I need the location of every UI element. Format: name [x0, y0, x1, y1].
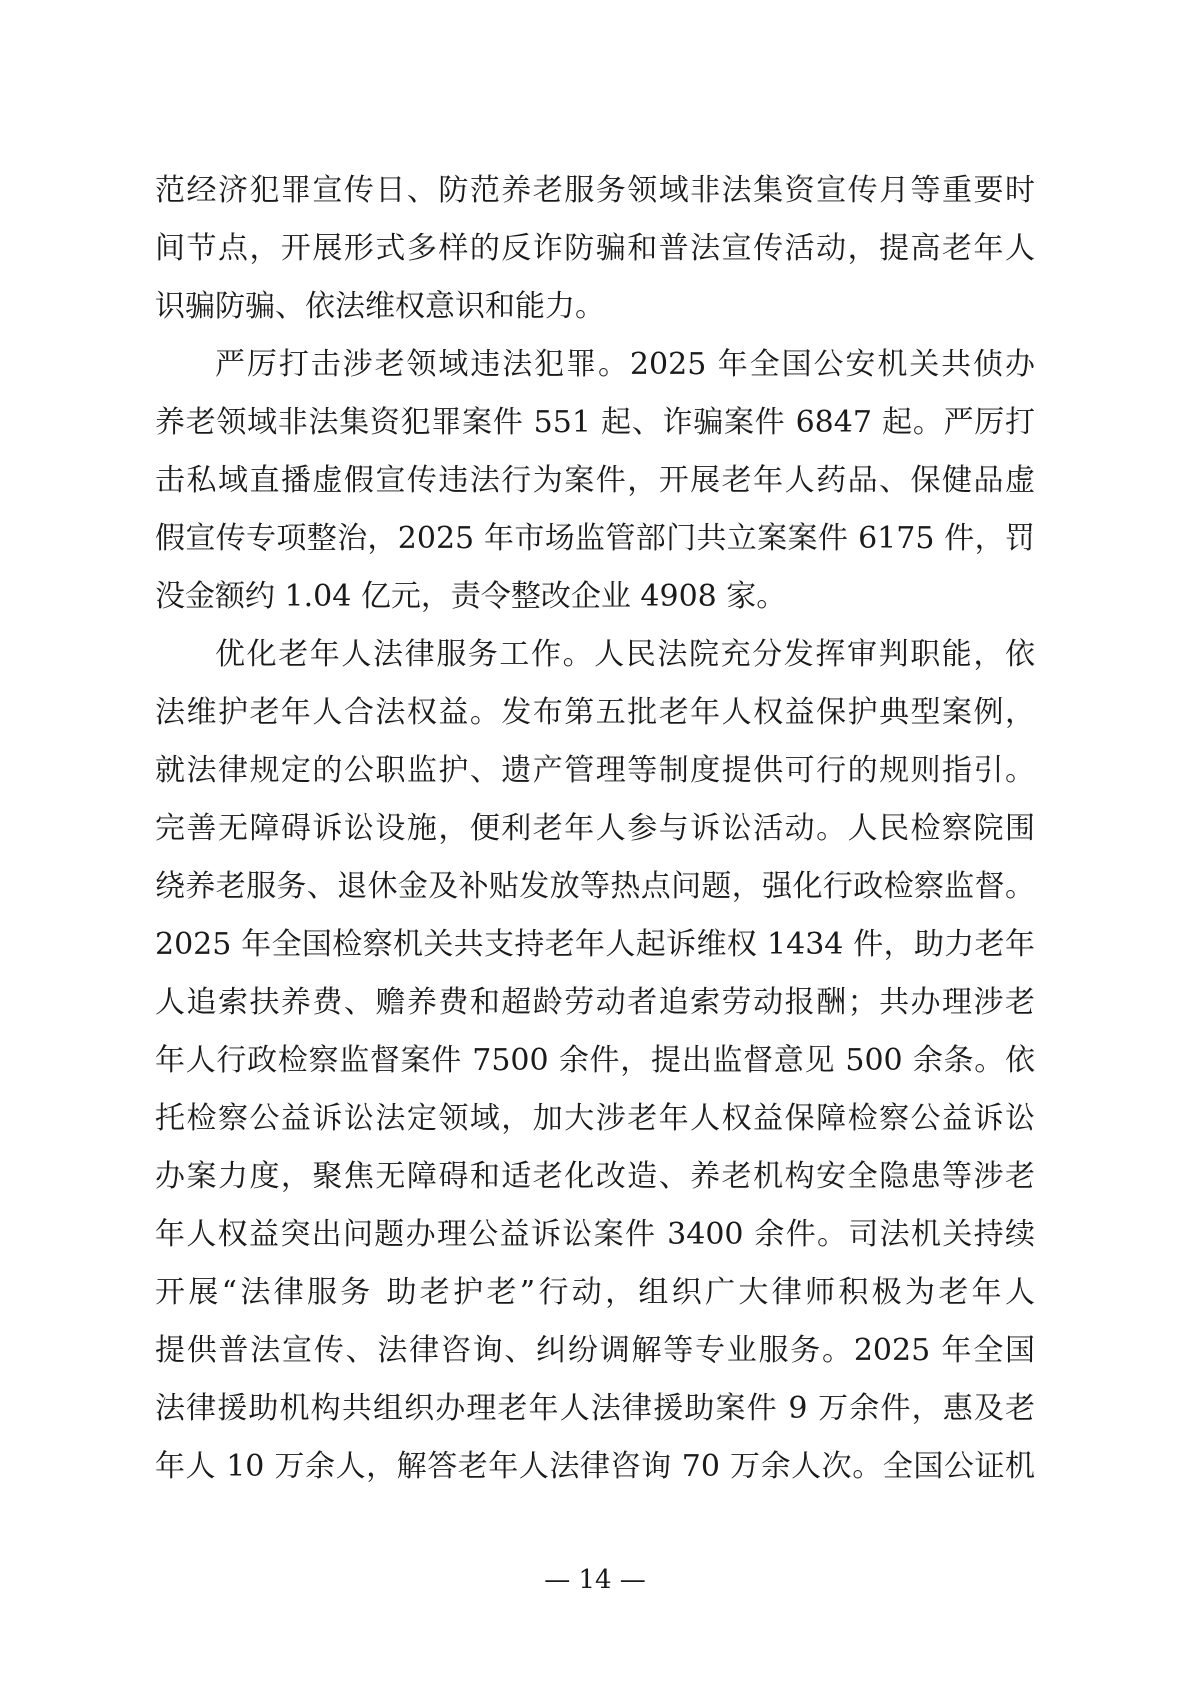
document-body: [155, 162, 1035, 1496]
text-line-3: 识骗防骗、依法维权意识和能力。: [155, 289, 605, 324]
text-line-11: 就法律规定的公职监护、遗产管理等制度提供可行的规则指引。: [155, 753, 1035, 788]
text-line-12: 完善无障碍诉讼设施，便利老年人参与诉讼活动。人民检察院围: [155, 811, 1035, 846]
text-line-6: 击私域直播虚假宣传违法行为案件，开展老年人药品、保健品虚: [155, 463, 1035, 498]
text-line-8: 没金额约 1.04 亿元，责令整改企业 4908 家。: [155, 579, 787, 614]
page-number: — 14 —: [544, 1565, 646, 1595]
text-line-1: 范经济犯罪宣传日、防范养老服务领域非法集资宣传月等重要时: [155, 173, 1035, 208]
text-line-23: 年人 10 万余人，解答老年人法律咨询 70 万余人次。全国公证机: [155, 1449, 1035, 1484]
text-line-18: 办案力度，聚焦无障碍和适老化改造、养老机构安全隐患等涉老: [155, 1159, 1035, 1194]
text-line-22: 法律援助机构共组织办理老年人法律援助案件 9 万余件，惠及老: [155, 1391, 1035, 1426]
text-line-10: 法维护老年人合法权益。发布第五批老年人权益保护典型案例，: [155, 695, 1035, 730]
paragraph-heading-crime: 严厉打击涉老领域违法犯罪。2025 年全国公安机关共侦办: [215, 347, 1035, 382]
text-line-15: 人追索扶养费、赡养费和超龄劳动者追索劳动报酬；共办理涉老: [155, 985, 1035, 1020]
text-line-19: 年人权益突出问题办理公益诉讼案件 3400 余件。司法机关持续: [155, 1217, 1035, 1252]
text-line-2: 间节点，开展形式多样的反诈防骗和普法宣传活动，提高老年人: [155, 231, 1035, 266]
text-line-20: 开展“法律服务 助老护老”行动，组织广大律师积极为老年人: [155, 1275, 1035, 1310]
paragraph-heading-legal-services: 优化老年人法律服务工作。人民法院充分发挥审判职能，依: [215, 637, 1035, 672]
text-line-5: 养老领域非法集资犯罪案件 551 起、诈骗案件 6847 起。严厉打: [155, 405, 1035, 440]
text-line-13: 绕养老服务、退休金及补贴发放等热点问题，强化行政检察监督。: [155, 869, 1035, 904]
text-line-17: 托检察公益诉讼法定领域，加大涉老年人权益保障检察公益诉讼: [155, 1101, 1035, 1136]
text-line-7: 假宣传专项整治，2025 年市场监管部门共立案案件 6175 件，罚: [155, 521, 1035, 556]
text-line-16: 年人行政检察监督案件 7500 余件，提出监督意见 500 余条。依: [155, 1043, 1035, 1078]
text-line-14: 2025 年全国检察机关共支持老年人起诉维权 1434 件，助力老年: [155, 927, 1035, 962]
text-line-21: 提供普法宣传、法律咨询、纠纷调解等专业服务。2025 年全国: [155, 1333, 1035, 1368]
